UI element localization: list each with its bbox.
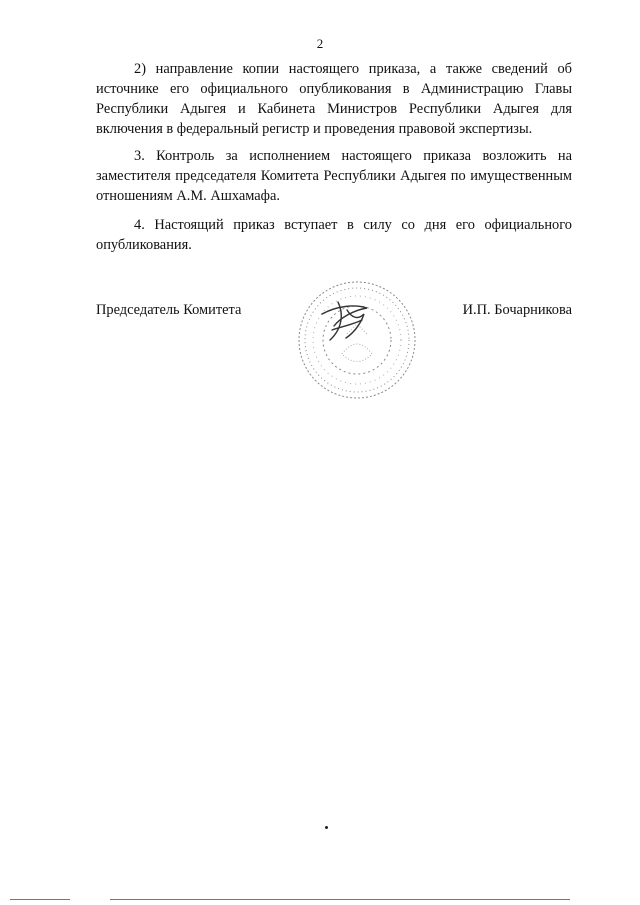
signatory-title: Председатель Комитета (96, 302, 242, 318)
signatory-name: И.П. Бочарникова (462, 302, 572, 318)
official-seal-icon (292, 274, 422, 406)
paragraph-item-4: 4. Настоящий приказ вступает в силу со дня его официального опубликования. (96, 217, 572, 253)
bottom-divider-left (10, 899, 70, 900)
paragraph-item-2: 2) направление копии настоящего приказа, а также сведений об источнике его официального опубликования в Администрацию Главы Республики Адыгея и Кабинета Министров Республики Адыгея для включения в федеральный регистр и проведения правовой экспертизы. (96, 61, 572, 137)
paragraph-item-3: 3. Контроль за исполнением настоящего приказа возложить на заместителя председателя Комитета Республики Адыгея по имущественным отношениям А.М. Ашхамафа. (96, 148, 572, 204)
bottom-divider-middle (110, 899, 570, 900)
page-number: 2 (316, 36, 324, 51)
stray-dot-mark (325, 826, 328, 829)
